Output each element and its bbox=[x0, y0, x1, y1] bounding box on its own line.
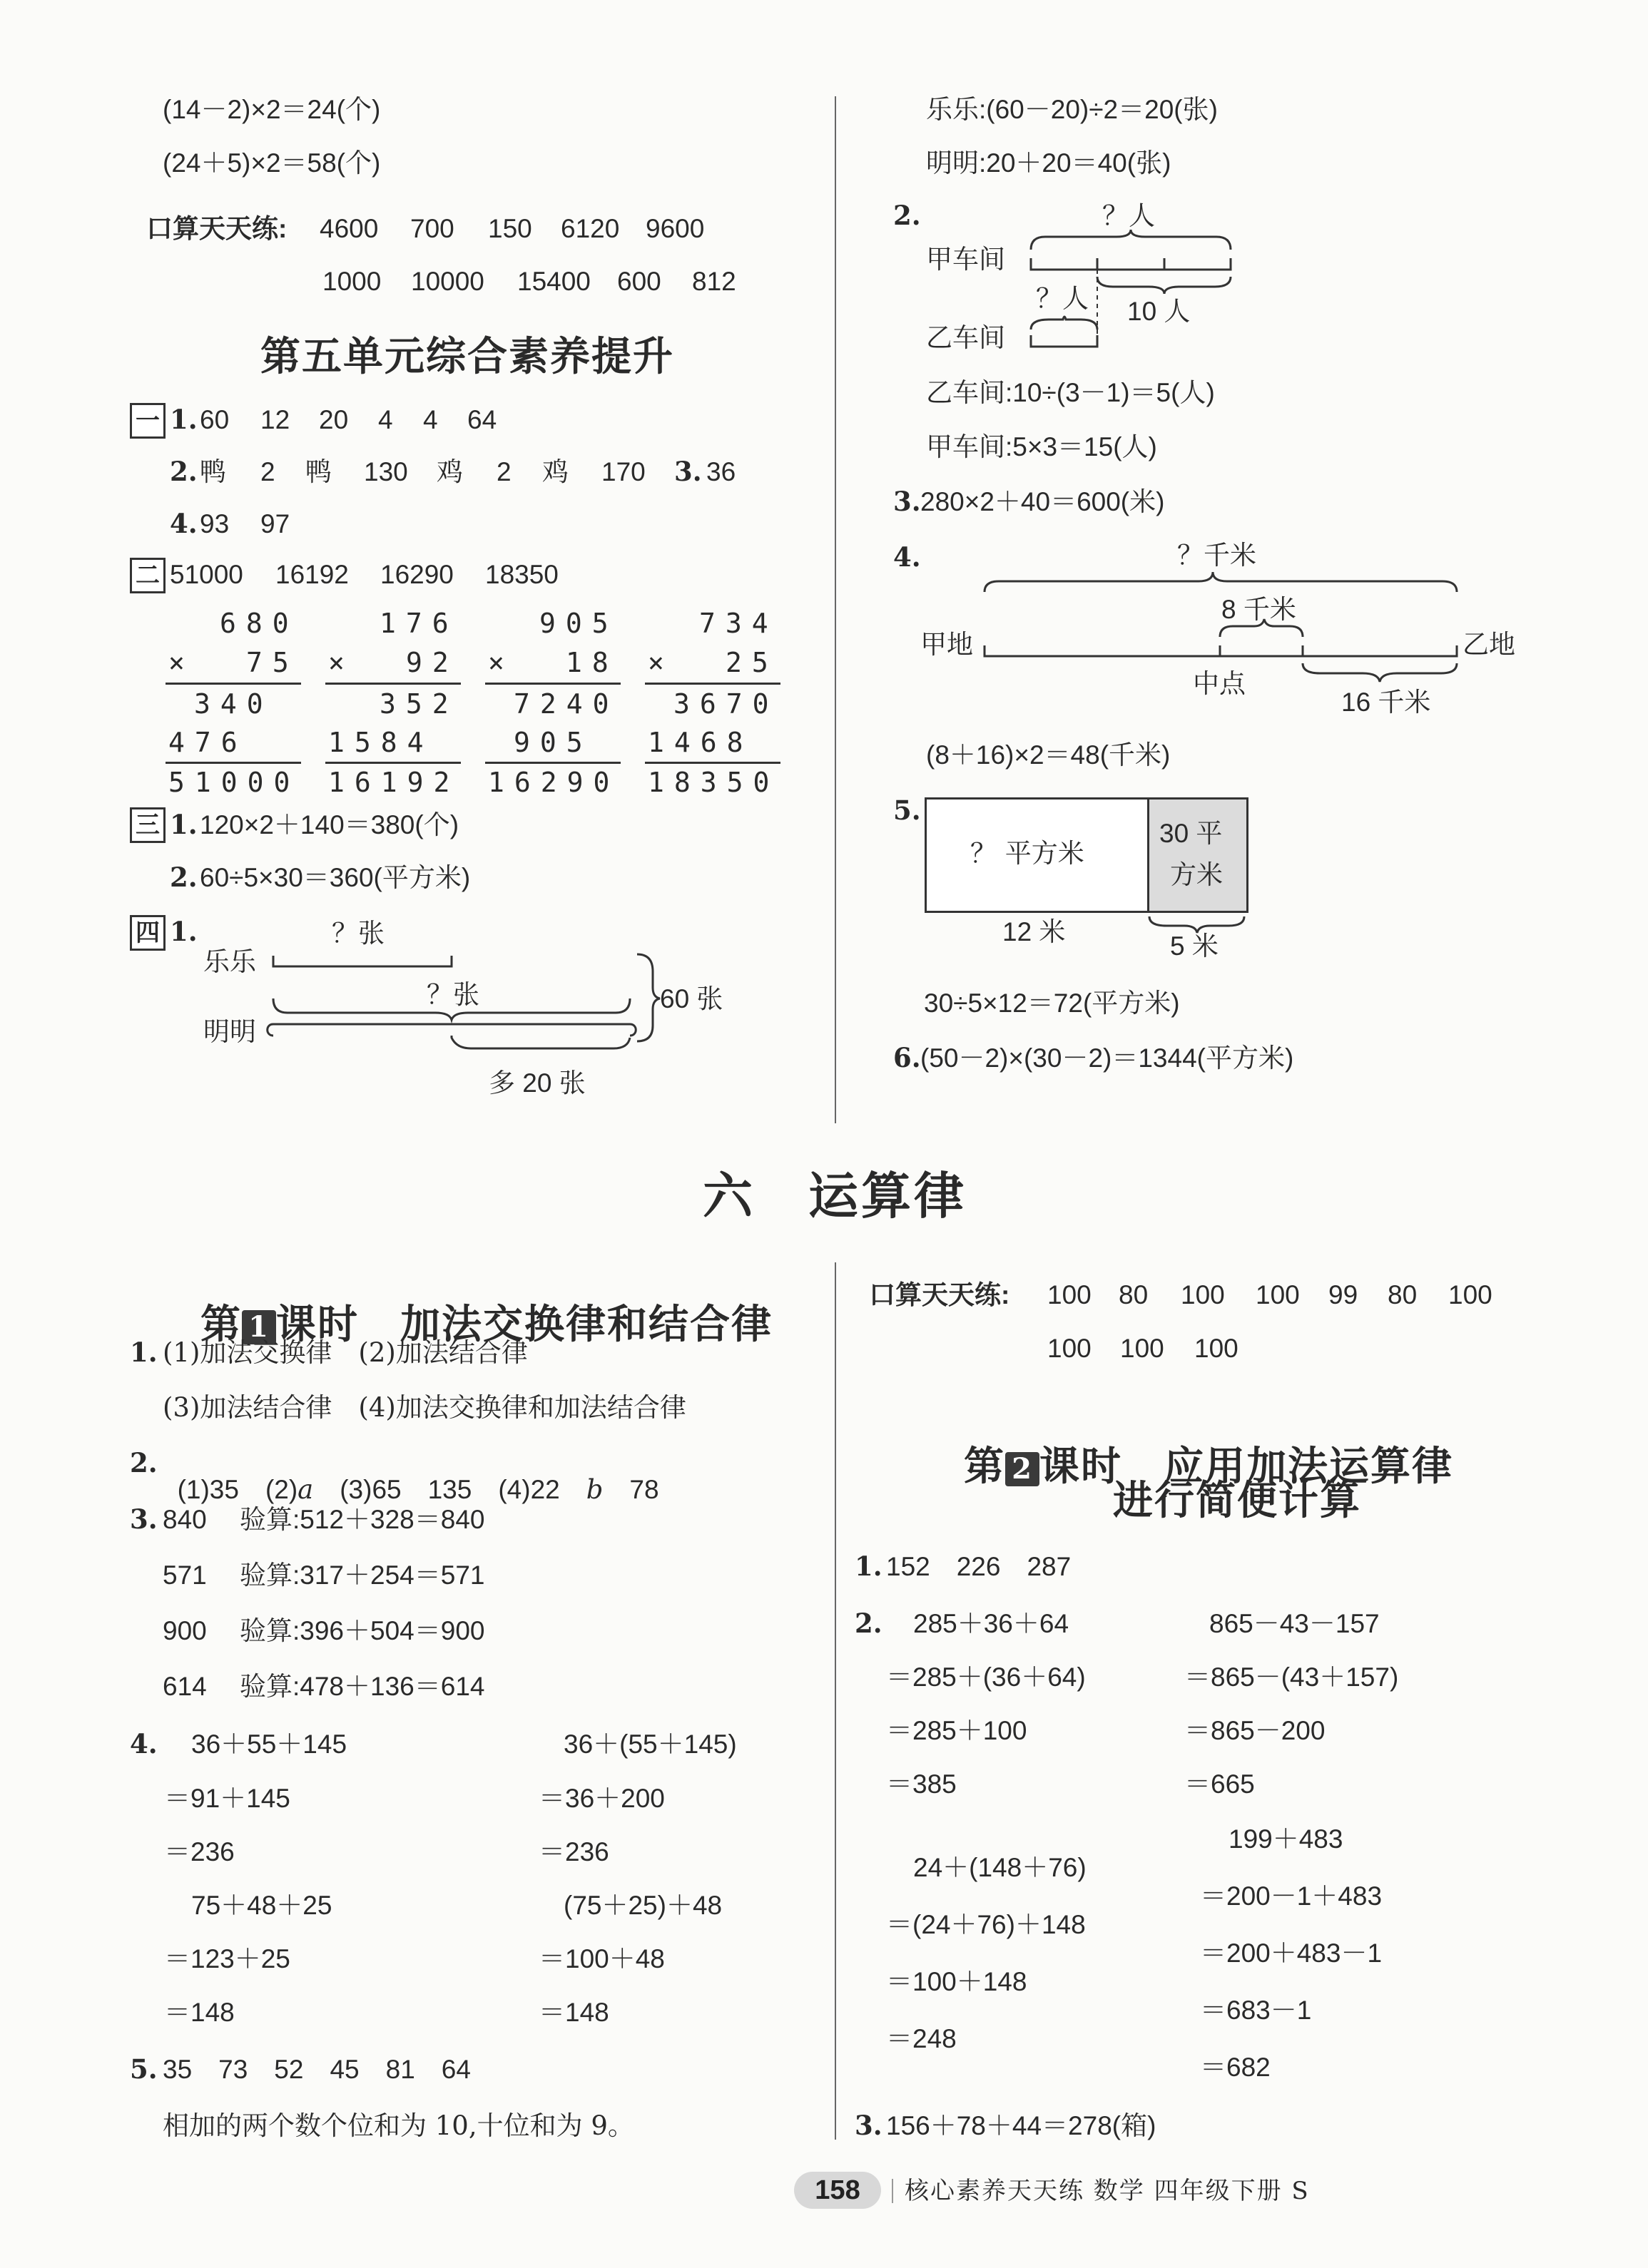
partial-product: 340 bbox=[194, 688, 273, 720]
variable-a: a bbox=[297, 1474, 314, 1505]
answer-value: 鸡 bbox=[437, 456, 463, 487]
calc-step: 285＋36＋64 bbox=[913, 1609, 1069, 1638]
question-number: 6. bbox=[893, 1042, 921, 1073]
answer-line: (14－2)×2＝24(个) bbox=[163, 95, 381, 124]
calc-step: ＝248 bbox=[886, 2024, 957, 2053]
calc-step: ＝682 bbox=[1200, 2053, 1271, 2082]
operand: 25 bbox=[726, 647, 778, 678]
calc-step: 36＋(55＋145) bbox=[564, 1730, 737, 1759]
midpoint-label: 中点 bbox=[1193, 668, 1246, 699]
answer-line: 280×2＋40＝600(米) bbox=[920, 487, 1165, 516]
answer-value: 20 bbox=[319, 405, 349, 434]
ten-label: 10 人 bbox=[1127, 297, 1191, 326]
kousuan-value: 100 bbox=[1047, 1334, 1092, 1363]
calc-step: 24＋(148＋76) bbox=[913, 1853, 1087, 1882]
calc-step: ＝683－1 bbox=[1200, 1996, 1312, 2025]
calc-step: ＝(24＋76)＋148 bbox=[886, 1910, 1086, 1939]
operator: × bbox=[168, 647, 195, 678]
operand: 905 bbox=[539, 608, 619, 639]
section-badge: 二 bbox=[130, 558, 166, 593]
lesson-suffix: 课时 应用加法运算律 bbox=[1039, 1443, 1453, 1490]
question-number: 3. bbox=[674, 456, 702, 487]
answer-value: 60 bbox=[200, 405, 230, 434]
unknown-label: ？千米 bbox=[1177, 540, 1256, 571]
kousuan-label: 口算天天练: bbox=[869, 1280, 1010, 1309]
kousuan-value: 100 bbox=[1448, 1280, 1492, 1309]
yi-label: 乙车间 bbox=[926, 322, 1005, 353]
question-number: 1. bbox=[170, 916, 198, 947]
calc-step: ＝123＋25 bbox=[164, 1944, 290, 1973]
operand: 734 bbox=[699, 608, 778, 639]
product: 18350 bbox=[648, 767, 780, 798]
unknown-label: ？人 bbox=[1102, 200, 1155, 231]
check-line: 验算:317＋254＝571 bbox=[240, 1560, 485, 1590]
kousuan-value: 700 bbox=[410, 214, 454, 243]
answer-text: (3)65 135 (4)22 bbox=[313, 1475, 586, 1504]
question-number: 4. bbox=[170, 508, 198, 539]
operator: × bbox=[488, 647, 514, 678]
kousuan-value: 15400 bbox=[517, 267, 591, 296]
question-number: 2. bbox=[893, 200, 921, 231]
answer-line: 60÷5×30＝360(平方米) bbox=[200, 863, 471, 892]
lesson-prefix: 第 bbox=[964, 1443, 1005, 1490]
answer-value: 900 bbox=[163, 1616, 207, 1645]
calc-step: ＝148 bbox=[539, 1998, 609, 2027]
kousuan-value: 80 bbox=[1388, 1280, 1418, 1309]
lesson-suffix: 课时 加法交换律和结合律 bbox=[276, 1301, 773, 1348]
lesson-prefix: 第 bbox=[200, 1301, 242, 1348]
calc-step: 865－43－157 bbox=[1209, 1609, 1380, 1638]
calc-step: ＝100＋148 bbox=[886, 1967, 1027, 1996]
calc-step: 199＋483 bbox=[1229, 1824, 1343, 1854]
answer-line: (24＋5)×2＝58(个) bbox=[163, 148, 381, 178]
question-number: 2. bbox=[130, 1447, 158, 1478]
answer-value: 571 bbox=[163, 1560, 207, 1590]
width-label: 5 米 bbox=[1170, 931, 1219, 961]
answer-value: 12 bbox=[260, 405, 290, 434]
lesson-number: 1 bbox=[242, 1310, 276, 1344]
section-title: 第五单元综合素养提升 bbox=[260, 333, 674, 380]
kousuan-value: 10000 bbox=[411, 267, 484, 296]
answer-line: (3)加法结合律 (4)加法交换律和加法结合律 bbox=[163, 1392, 686, 1423]
operand: 18 bbox=[566, 647, 619, 678]
answer-line: 35 73 52 45 81 64 bbox=[163, 2055, 471, 2084]
answer-line: (1)加法交换律 (2)加法结合律 bbox=[163, 1337, 528, 1368]
calc-step: ＝36＋200 bbox=[539, 1784, 665, 1813]
calc-step: ＝100＋48 bbox=[539, 1944, 665, 1973]
partial-product: 905 bbox=[514, 727, 593, 758]
answer-value: 51000 bbox=[170, 560, 243, 589]
answer-line: 120×2＋140＝380(个) bbox=[200, 810, 459, 839]
area-unknown-label: ？ 平方米 bbox=[970, 838, 1084, 869]
answer-line: 152 226 287 bbox=[886, 1552, 1072, 1581]
answer-value: 36 bbox=[706, 457, 736, 486]
lesson-title bbox=[170, 1265, 773, 1348]
calc-step: ＝865－(43＋157) bbox=[1184, 1662, 1399, 1692]
sixteen-label: 16 千米 bbox=[1341, 688, 1431, 717]
eight-label: 8 千米 bbox=[1221, 595, 1296, 624]
answer-line: 30÷5×12＝72(平方米) bbox=[924, 989, 1180, 1018]
partial-product: 1468 bbox=[648, 727, 753, 758]
lele-label: 乐乐 bbox=[203, 946, 256, 977]
section-badge: 四 bbox=[130, 915, 166, 951]
calc-step: ＝236 bbox=[539, 1837, 609, 1866]
kousuan-label: 口算天天练: bbox=[146, 214, 288, 243]
product: 16192 bbox=[328, 767, 460, 798]
answer-text: 78 bbox=[603, 1475, 659, 1504]
answer-value: 鸭 bbox=[305, 456, 332, 487]
answer-value: 130 bbox=[364, 457, 408, 486]
question-number: 3. bbox=[130, 1503, 158, 1535]
question-number: 2. bbox=[855, 1608, 883, 1639]
product: 51000 bbox=[168, 767, 300, 798]
answer-line: 乐乐:(60－20)÷2＝20(张) bbox=[926, 95, 1218, 124]
unknown-label: ？张 bbox=[427, 980, 479, 1009]
question-number: 2. bbox=[170, 456, 198, 487]
check-line: 验算:478＋136＝614 bbox=[240, 1672, 485, 1701]
calc-step: 75＋48＋25 bbox=[191, 1891, 332, 1920]
kousuan-value: 100 bbox=[1120, 1334, 1164, 1363]
answer-value: 64 bbox=[467, 405, 497, 434]
area-known-label: 30 平 bbox=[1159, 819, 1223, 848]
answer-value: 4 bbox=[423, 405, 438, 434]
question-number: 5. bbox=[893, 795, 921, 826]
answer-line: 乙车间:10÷(3－1)＝5(人) bbox=[926, 378, 1215, 407]
calc-step: ＝665 bbox=[1184, 1769, 1255, 1799]
answer-value: 鸭 bbox=[200, 456, 226, 487]
answer-line: 甲车间:5×3＝15(人) bbox=[926, 432, 1157, 461]
kousuan-value: 1000 bbox=[322, 267, 382, 296]
calc-step: ＝865－200 bbox=[1184, 1716, 1326, 1745]
question-number: 3. bbox=[855, 2110, 883, 2141]
answer-line: 明明:20＋20＝40(张) bbox=[926, 148, 1171, 178]
kousuan-value: 6120 bbox=[561, 214, 620, 243]
kousuan-value: 80 bbox=[1119, 1280, 1149, 1309]
partial-product: 476 bbox=[168, 727, 248, 758]
mingming-label: 明明 bbox=[203, 1016, 256, 1047]
calc-step: ＝91＋145 bbox=[164, 1784, 290, 1813]
calc-step: ＝236 bbox=[164, 1837, 235, 1866]
calc-step: ＝200－1＋483 bbox=[1200, 1881, 1383, 1911]
answer-value: 93 bbox=[200, 509, 230, 538]
answer-value: 614 bbox=[163, 1672, 207, 1701]
partial-product: 1584 bbox=[328, 727, 434, 758]
question-number: 1. bbox=[170, 809, 198, 840]
difference-label: 多 20 张 bbox=[489, 1068, 586, 1098]
kousuan-value: 4600 bbox=[320, 214, 379, 243]
kousuan-value: 812 bbox=[692, 267, 736, 296]
section-badge: 一 bbox=[130, 403, 166, 439]
partial-product: 3670 bbox=[673, 688, 779, 720]
calc-step: (75＋25)＋48 bbox=[564, 1891, 723, 1920]
question-number: 2. bbox=[170, 862, 198, 893]
operator: × bbox=[648, 647, 674, 678]
answer-value: 2 bbox=[497, 457, 512, 486]
calc-step: ＝385 bbox=[886, 1769, 957, 1799]
answer-text: (1)35 (2) bbox=[177, 1475, 298, 1504]
question-number: 1. bbox=[855, 1551, 883, 1582]
calc-step: ＝148 bbox=[164, 1998, 235, 2027]
answer-line: (50－2)×(30－2)＝1344(平方米) bbox=[920, 1043, 1294, 1073]
question-number: 3. bbox=[893, 486, 921, 517]
answer-value: 18350 bbox=[485, 560, 559, 589]
answer-value: 2 bbox=[260, 457, 275, 486]
variable-b: b bbox=[586, 1474, 604, 1505]
kousuan-value: 9600 bbox=[646, 214, 705, 243]
question-number: 1. bbox=[130, 1337, 158, 1368]
kousuan-value: 100 bbox=[1194, 1334, 1238, 1363]
operand: 92 bbox=[406, 647, 459, 678]
answer-line: 156＋78＋44＝278(箱) bbox=[886, 2111, 1156, 2140]
calc-step: ＝285＋100 bbox=[886, 1716, 1027, 1745]
total-label: 60 张 bbox=[660, 984, 723, 1013]
jia-label: 甲车间 bbox=[926, 244, 1005, 275]
operand: 75 bbox=[246, 647, 299, 678]
calc-step: ＝200＋483－1 bbox=[1200, 1938, 1383, 1968]
kousuan-value: 100 bbox=[1256, 1280, 1300, 1309]
operand: 176 bbox=[380, 608, 459, 639]
area-known-label: 方米 bbox=[1170, 860, 1223, 889]
lesson-title bbox=[933, 1406, 1453, 1490]
product: 16290 bbox=[488, 767, 620, 798]
section-badge: 三 bbox=[130, 807, 166, 843]
unknown-label: ？人 bbox=[1036, 283, 1089, 314]
answer-value: 16192 bbox=[275, 560, 349, 589]
width-label: 12 米 bbox=[1002, 917, 1066, 946]
operand: 680 bbox=[220, 608, 299, 639]
lesson-number: 2 bbox=[1005, 1452, 1039, 1486]
answer-value: 16290 bbox=[380, 560, 454, 589]
kousuan-value: 100 bbox=[1047, 1280, 1092, 1309]
answer-line: (8＋16)×2＝48(千米) bbox=[926, 740, 1171, 770]
footer-divider bbox=[892, 2179, 893, 2203]
kousuan-value: 100 bbox=[1181, 1280, 1225, 1309]
chapter-title: 六 运算律 bbox=[703, 1166, 967, 1225]
answer-value: 840 bbox=[163, 1505, 207, 1534]
yi-di-label: 乙地 bbox=[1463, 629, 1515, 660]
answer-value: 4 bbox=[378, 405, 393, 434]
question-number: 4. bbox=[893, 541, 921, 573]
answer-line: 相加的两个数个位和为 10,十位和为 9。 bbox=[163, 2110, 634, 2141]
answer-value: 鸡 bbox=[542, 456, 569, 487]
question-number: 4. bbox=[130, 1728, 158, 1759]
operator: × bbox=[328, 647, 355, 678]
unknown-label: ？张 bbox=[332, 919, 385, 948]
lesson-title-line2: 进行简便计算 bbox=[1113, 1477, 1361, 1524]
footer-text: 核心素养天天练 数学 四年级下册 S bbox=[905, 2177, 1310, 2205]
check-line: 验算:396＋504＝900 bbox=[240, 1616, 485, 1645]
kousuan-value: 600 bbox=[617, 267, 661, 296]
question-number: 5. bbox=[130, 2053, 158, 2085]
calc-step: ＝285＋(36＋64) bbox=[886, 1662, 1086, 1692]
partial-product: 7240 bbox=[514, 688, 619, 720]
page-number: 158 bbox=[794, 2172, 881, 2209]
kousuan-value: 99 bbox=[1328, 1280, 1358, 1309]
question-number: 1. bbox=[170, 404, 198, 435]
answer-value: 97 bbox=[260, 509, 290, 538]
calc-step: 36＋55＋145 bbox=[191, 1730, 347, 1759]
check-line: 验算:512＋328＝840 bbox=[240, 1505, 485, 1534]
partial-product: 352 bbox=[380, 688, 459, 720]
kousuan-value: 150 bbox=[488, 214, 532, 243]
answer-line bbox=[163, 1450, 659, 1503]
jia-di-label: 甲地 bbox=[920, 629, 973, 660]
answer-value: 170 bbox=[601, 457, 646, 486]
